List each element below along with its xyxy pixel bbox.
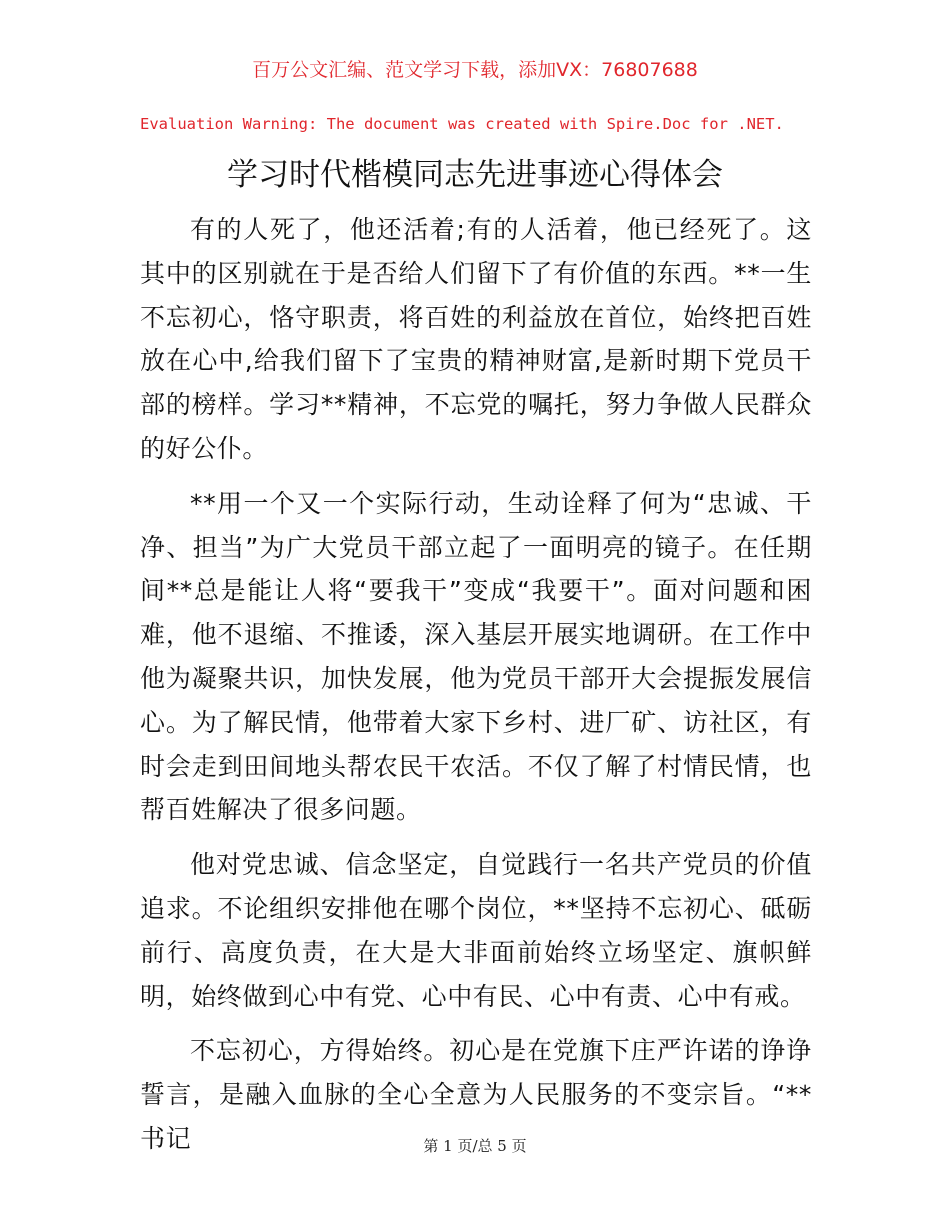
body-paragraph: 有的人死了，他还活着;有的人活着，他已经死了。这其中的区别就在于是否给人们留下了有价值的东西。**一生不忘初心，恪守职责，将百姓的利益放在首位，始终把百姓放在心中,给我们留下了宝贵的精神财富,是新时期下党员干部的榜样。学习**精神，不忘党的嘱托，努力争做人民群众的好公仆。 (140, 215, 812, 463)
document-title: 学习时代楷模同志先进事迹心得体会 (227, 157, 723, 193)
page-number-footer: 第 1 页/总 5 页 (423, 1137, 527, 1155)
body-paragraph: 他对党忠诚、信念坚定，自觉践行一名共产党员的价值追求。不论组织安排他在哪个岗位，**坚持不忘初心、砥砺前行、高度负责，在大是大非面前始终立场坚定、旗帜鲜明，始终做到心中有党、心中有民、心中有责、心中有戒。 (140, 850, 812, 1011)
header-banner: 百万公文汇编、范文学习下载，添加VX：76807688 (252, 59, 698, 81)
body-paragraph: 不忘初心，方得始终。初心是在党旗下庄严许诺的诤诤誓言，是融入血脉的全心全意为人民服务的不变宗旨。“**书记 (140, 1036, 812, 1153)
evaluation-warning: Evaluation Warning: The document was created with Spire.Doc for .NET. (140, 115, 784, 133)
body-paragraph: **用一个又一个实际行动，生动诠释了何为“忠诚、干净、担当”为广大党员干部立起了一面明亮的镜子。在任期间**总是能让人将“要我干”变成“我要干”。面对问题和困难，他不退缩、不推诿，深入基层开展实地调研。在工作中他为凝聚共识，加快发展，他为党员干部开大会提振发展信心。为了解民情，他带着大家下乡村、进厂矿、访社区，有时会走到田间地头帮农民干农活。不仅了解了村情民情，也帮百姓解决了很多问题。 (140, 488, 812, 825)
document-body (140, 208, 812, 1172)
